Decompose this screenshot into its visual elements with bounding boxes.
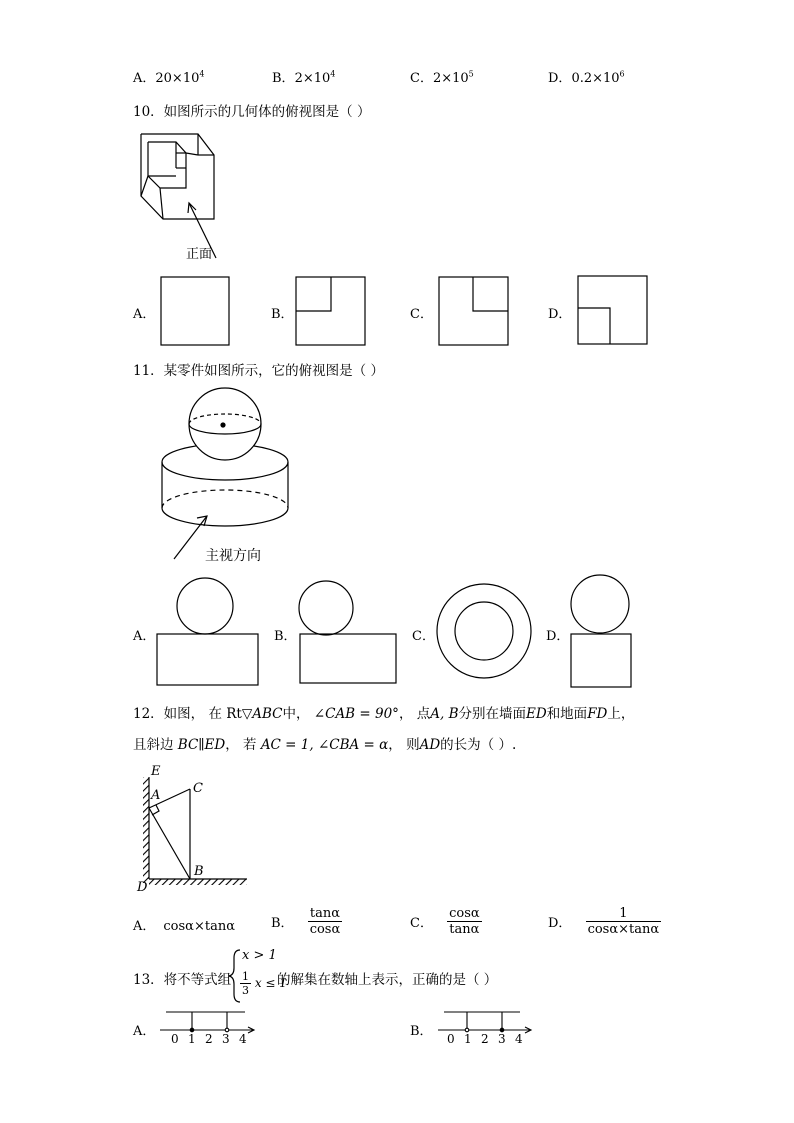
q11-view-direction-label: 主视方向 [205,548,261,564]
q13-inequality-1: x > 1 [242,948,277,963]
q12-option-d[interactable]: D． $\frac{1}{\cos\alpha\times\tan\alpha}$ [548,906,660,937]
q13-option-a-label[interactable]: A． [133,1024,156,1039]
q13-option-b-label[interactable]: B． [410,1024,433,1039]
q10-option-c-label[interactable]: C． [410,307,433,322]
q12-label-a: A [151,788,161,803]
q12-label-b: B [194,864,204,879]
q10-stem: 10．如图所示的几何体的俯视图是（ ） [133,104,371,120]
triangle-symbol: ▽ [241,706,253,722]
q13-stem-suffix: 的解集在数轴上表示，正确的是（ ） [277,972,498,988]
q10-option-a-label[interactable]: A． [133,307,156,322]
q10-option-b-label[interactable]: B． [271,307,294,322]
q13-a-tick-labels: 0 1 2 3 4 [171,1032,247,1046]
q13-stem-prefix: 13．将不等式组 [133,972,232,988]
q9-option-a[interactable]: A．$20\times 10^4$ [133,69,205,86]
q12-stem-line1: 12．如图， 在 Rt▽ABC中， ∠CAB = 90°， 点A, B分别在墙面ED和地面FD上， [133,706,635,722]
q9-option-c[interactable]: C．$2\times 10^5$ [410,69,474,86]
q11-option-a-label[interactable]: A． [133,629,156,644]
q12-label-e: E [151,764,161,779]
q11-option-c-label[interactable]: C． [412,629,435,644]
q10-front-label: 正面 [186,247,213,262]
q12-label-c: C [193,781,203,796]
q11-stem: 11．某零件如图所示，它的俯视图是（ ） [133,363,384,379]
q13-b-tick-labels: 0 1 2 3 4 [447,1032,523,1046]
q12-option-a[interactable]: A． cosα×tanα [133,919,235,934]
q12-option-b[interactable]: B． $\frac{\tan\alpha}{\cos\alpha}$ [271,906,341,937]
q11-option-b-label[interactable]: B． [274,629,297,644]
q9-option-d[interactable]: D．$0.2\times 10^6$ [548,69,625,86]
q10-option-d-label[interactable]: D． [548,307,572,322]
q12-stem-line2: 且斜边 BC∥ED， 若 AC = 1, ∠CBA = α， 则AD的长为（ ）. [133,737,517,753]
q9-option-b[interactable]: B．$2\times 10^4$ [272,69,336,86]
q11-option-d-label[interactable]: D． [546,629,570,644]
q13-inequality-2: $\frac{1}{3}$ x ≤ 1 [242,970,287,997]
q12-option-c[interactable]: C． $\frac{\cos\alpha}{\tan\alpha}$ [410,906,480,937]
q12-label-d: D [137,880,148,895]
